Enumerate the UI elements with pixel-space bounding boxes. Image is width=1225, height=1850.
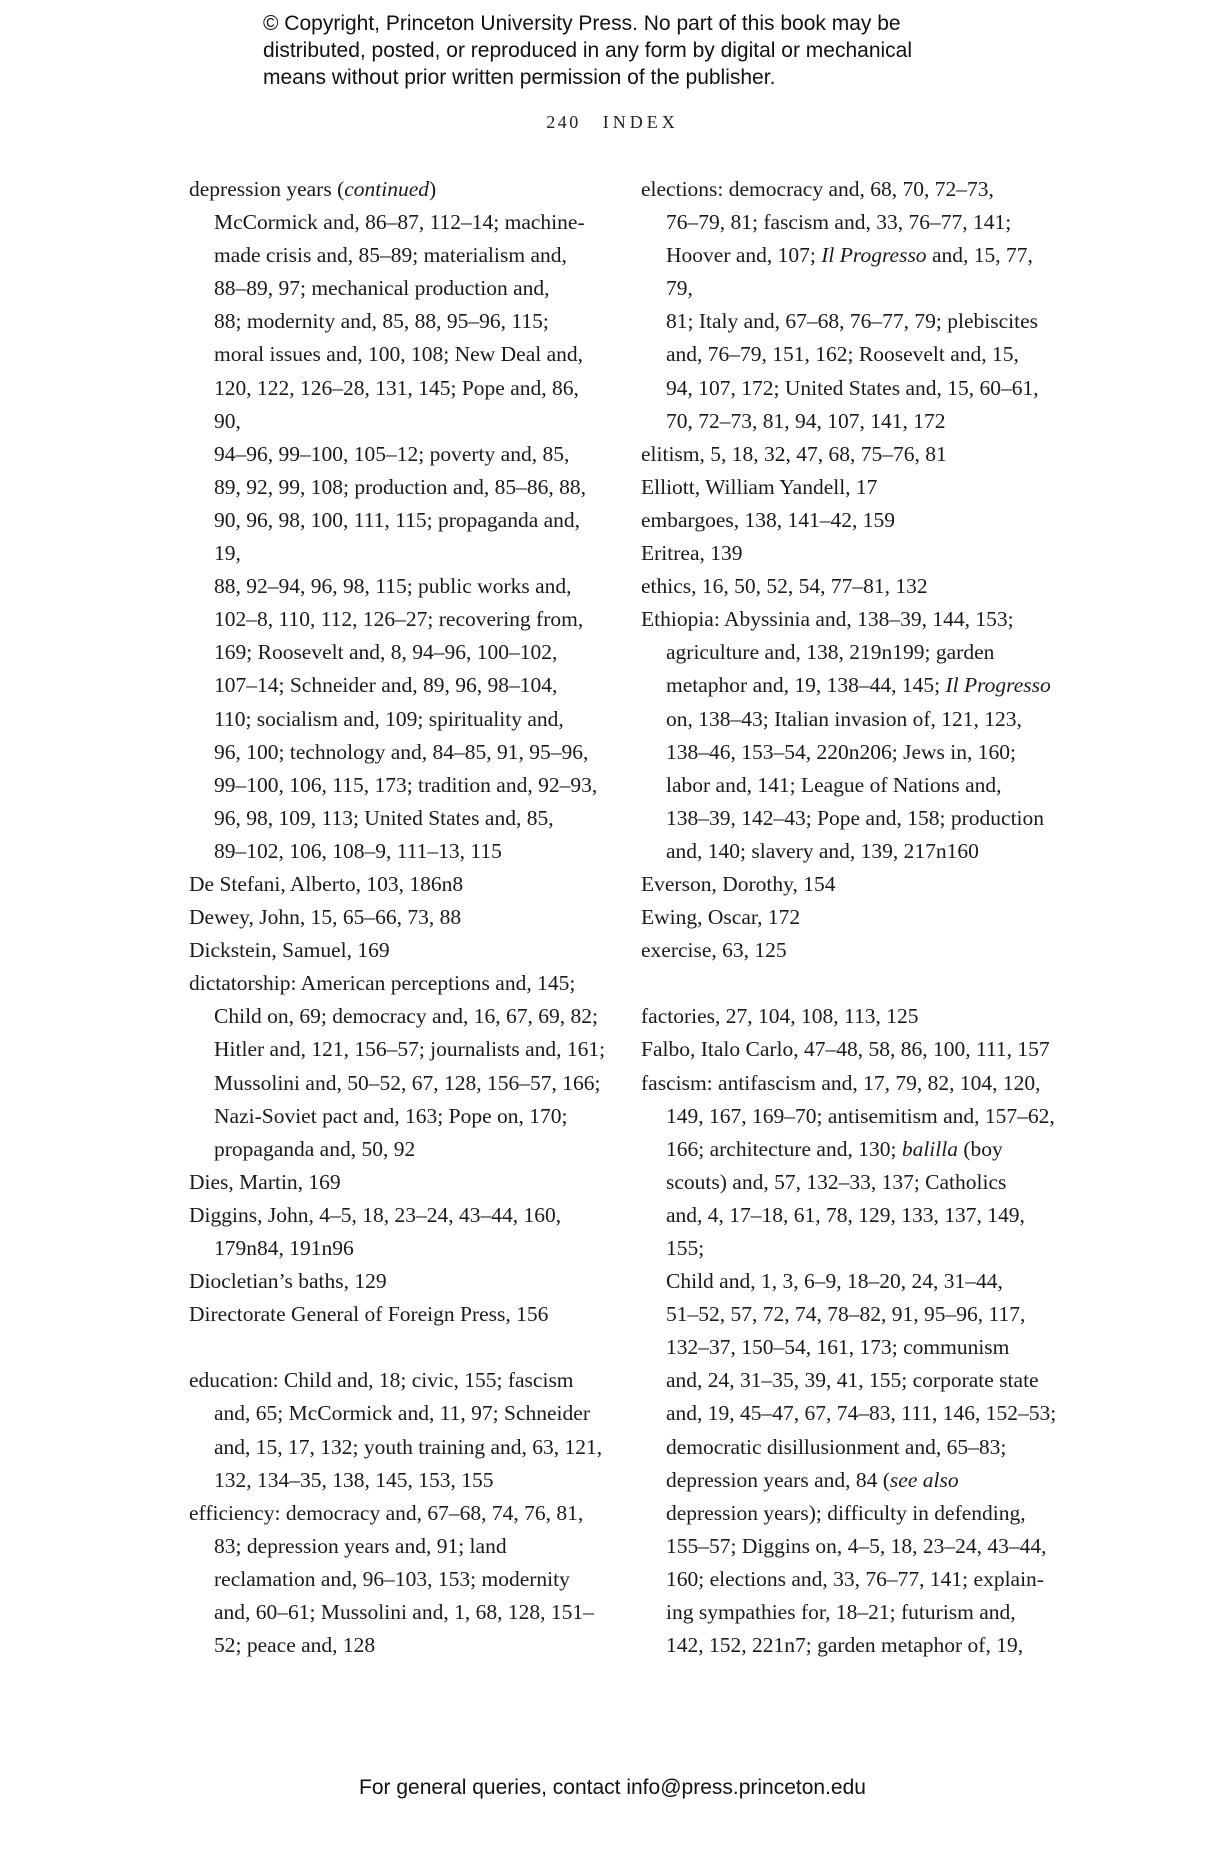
index-entry: embargoes, 138, 141–42, 159 — [641, 507, 895, 532]
index-line: 96, 100; technology and, 84–85, 91, 95–96, — [214, 739, 589, 764]
index-entry: ethics, 16, 50, 52, 54, 77–81, 132 — [641, 574, 928, 599]
index-entry: Eritrea, 139 — [641, 541, 743, 566]
index-entry: exercise, 63, 125 — [641, 938, 787, 963]
copyright-line: © Copyright, Princeton University Press. No part of this book may be — [263, 12, 901, 35]
index-line: 88–89, 97; mechanical production and, — [214, 276, 550, 301]
index-line: 89–102, 106, 108–9, 111–13, 115 — [214, 838, 502, 863]
index-line: McCormick and, 86–87, 112–14; machine- — [214, 210, 585, 235]
index-line: fascism: antifascism and, 17, 79, 82, 104, 120, — [641, 1070, 1041, 1095]
index-line: 110; socialism and, 109; spirituality and, — [214, 706, 564, 731]
index-line: labor and, 141; League of Nations and, — [666, 772, 1002, 797]
index-line: 88, 92–94, 96, 98, 115; public works and, — [214, 574, 572, 599]
index-line: 155–57; Diggins on, 4–5, 18, 23–24, 43–44, — [666, 1533, 1047, 1558]
index-line: 96, 98, 109, 113; United States and, 85, — [214, 805, 554, 830]
index-entry — [641, 603, 1061, 868]
index-subentries — [641, 206, 1061, 438]
index-line: 138–46, 153–54, 220n206; Jews in, 160; — [666, 739, 1016, 764]
copyright-notice — [263, 10, 1023, 91]
footer-contact: For general queries, contact info@press.princeton.edu — [359, 1776, 866, 1799]
index-line: democratic disillusionment and, 65–83; — [666, 1434, 1007, 1459]
index-entry: dictatorship: American perceptions and, 145; Child on, 69; democracy and, 16, 67, 69, 82; Hitler and, 121, 156–57; journalists and, 161; Mussolini and, 50–52, 67, 128, 156–57, 166; Nazi-Soviet pact and, 163; Pope on, 170; propaganda and, 50, 92 — [189, 971, 606, 1161]
index-line: elections: democracy and, 68, 70, 72–73, — [641, 177, 994, 201]
index-line: Ethiopia: Abyssinia and, 138–39, 144, 153; — [641, 607, 1014, 632]
index-line: 81; Italy and, 67–68, 76–77, 79; plebiscites — [666, 309, 1039, 334]
index-line: and, 140; slavery and, 139, 217n160 — [666, 838, 979, 863]
index-line: 90, 96, 98, 100, 111, 115; propaganda and, 19, — [214, 507, 581, 566]
index-line: Child and, 1, 3, 6–9, 18–20, 24, 31–44, — [666, 1269, 1003, 1294]
index-entry: Everson, Dorothy, 154 — [641, 871, 836, 896]
index-line: 160; elections and, 33, 76–77, 141; explain- — [666, 1566, 1044, 1591]
index-line: ing sympathies for, 18–21; futurism and, — [666, 1600, 1016, 1625]
index-entry: elitism, 5, 18, 32, 47, 68, 75–76, 81 — [641, 441, 947, 466]
index-line: metaphor and, 19, 138–44, 145; Il Progresso — [666, 673, 1051, 698]
index-line: 88; modernity and, 85, 88, 95–96, 115; — [214, 309, 549, 334]
index-entry — [641, 1067, 1061, 1663]
index-entry: efficiency: democracy and, 67–68, 74, 76, 81, 83; depression years and, 91; land reclamation and, 96–103, 153; modernity and, 60–61; Mussolini and, 1, 68, 128, 151–52; peace and, 128 — [189, 1500, 594, 1658]
index-line: and, 19, 45–47, 67, 74–83, 111, 146, 152–53; — [666, 1401, 1057, 1426]
index-entry: factories, 27, 104, 108, 113, 125 — [641, 1004, 919, 1029]
index-line: 149, 167, 169–70; antisemitism and, 157–62, — [666, 1103, 1055, 1128]
index-line: 102–8, 110, 112, 126–27; recovering from, — [214, 607, 584, 632]
index-entry: Falbo, Italo Carlo, 47–48, 58, 86, 100, 111, 157 — [641, 1037, 1050, 1062]
copyright-line: means without prior written permission of the publisher. — [263, 66, 776, 89]
index-line: 120, 122, 126–28, 131, 145; Pope and, 86, 90, — [214, 375, 579, 433]
index-entry: education: Child and, 18; civic, 155; fascism and, 65; McCormick and, 11, 97; Schneider and, 15, 17, 132; youth training and, 63, 121, 132, 134–35, 138, 145, 153, 155 — [189, 1368, 603, 1492]
index-entry — [641, 173, 1061, 438]
index-line: on, 138–43; Italian invasion of, 121, 123, — [666, 706, 1022, 731]
copyright-line: distributed, posted, or reproduced in any form by digital or mechanical — [263, 39, 913, 62]
index-line: 70, 72–73, 81, 94, 107, 141, 172 — [666, 408, 946, 433]
index-line: and, 24, 31–35, 39, 41, 155; corporate state — [666, 1368, 1039, 1393]
index-line: 142, 152, 221n7; garden metaphor of, 19, — [666, 1633, 1024, 1658]
index-entry: Dickstein, Samuel, 169 — [189, 938, 390, 963]
section-title: INDEX — [602, 112, 679, 132]
index-column-right — [641, 173, 1061, 1662]
index-subentries — [641, 1100, 1061, 1663]
page-number: 240 — [546, 112, 581, 132]
index-line: 51–52, 57, 72, 74, 78–82, 91, 95–96, 117, — [666, 1302, 1026, 1327]
index-subentries — [641, 636, 1061, 868]
index-line: and, 4, 17–18, 61, 78, 129, 133, 137, 149, 155; — [666, 1202, 1025, 1260]
index-entry: Dewey, John, 15, 65–66, 73, 88 — [189, 905, 462, 930]
index-entry: Diocletian’s baths, 129 — [189, 1269, 387, 1294]
index-line: 76–79, 81; fascism and, 33, 76–77, 141; — [666, 210, 1012, 235]
index-line: made crisis and, 85–89; materialism and, — [214, 243, 567, 268]
index-line: 89, 92, 99, 108; production and, 85–86, 88, — [214, 474, 587, 499]
index-entry: Elliott, William Yandell, 17 — [641, 474, 878, 499]
index-entry: De Stefani, Alberto, 103, 186n8 — [189, 871, 464, 896]
index-line: 94, 107, 172; United States and, 15, 60–61, — [666, 375, 1039, 400]
index-entry: depression years (continued) — [189, 177, 437, 201]
index-line: 138–39, 142–43; Pope and, 158; production — [666, 805, 1045, 830]
running-head — [0, 112, 1225, 133]
index-line: 132–37, 150–54, 161, 173; communism — [666, 1335, 1010, 1360]
index-line: 94–96, 99–100, 105–12; poverty and, 85, — [214, 441, 570, 466]
index-entry: Ewing, Oscar, 172 — [641, 905, 801, 930]
index-line: depression years and, 84 (see also — [666, 1467, 959, 1492]
index-column-left — [189, 173, 609, 1662]
index-line: 99–100, 106, 115, 173; tradition and, 92–93, — [214, 772, 598, 797]
index-entry: Dies, Martin, 169 — [189, 1169, 341, 1194]
index-line: 169; Roosevelt and, 8, 94–96, 100–102, — [214, 640, 558, 665]
index-line: scouts) and, 57, 132–33, 137; Catholics — [666, 1169, 1007, 1194]
index-line: and, 76–79, 151, 162; Roosevelt and, 15, — [666, 342, 1019, 367]
index-line: 166; architecture and, 130; balilla (boy — [666, 1136, 1003, 1161]
index-entry: Diggins, John, 4–5, 18, 23–24, 43–44, 160, 179n84, 191n96 — [189, 1202, 562, 1260]
index-line: depression years); difficulty in defending, — [666, 1500, 1026, 1525]
index-line: agriculture and, 138, 219n199; garden — [666, 640, 995, 665]
index-entry: Directorate General of Foreign Press, 156 — [189, 1302, 549, 1327]
index-line: Hoover and, 107; Il Progresso and, 15, 77, 79, — [666, 243, 1033, 301]
index-line: moral issues and, 100, 108; New Deal and, — [214, 342, 584, 367]
index-line: 107–14; Schneider and, 89, 96, 98–104, — [214, 673, 558, 698]
index-subentries — [189, 206, 609, 868]
